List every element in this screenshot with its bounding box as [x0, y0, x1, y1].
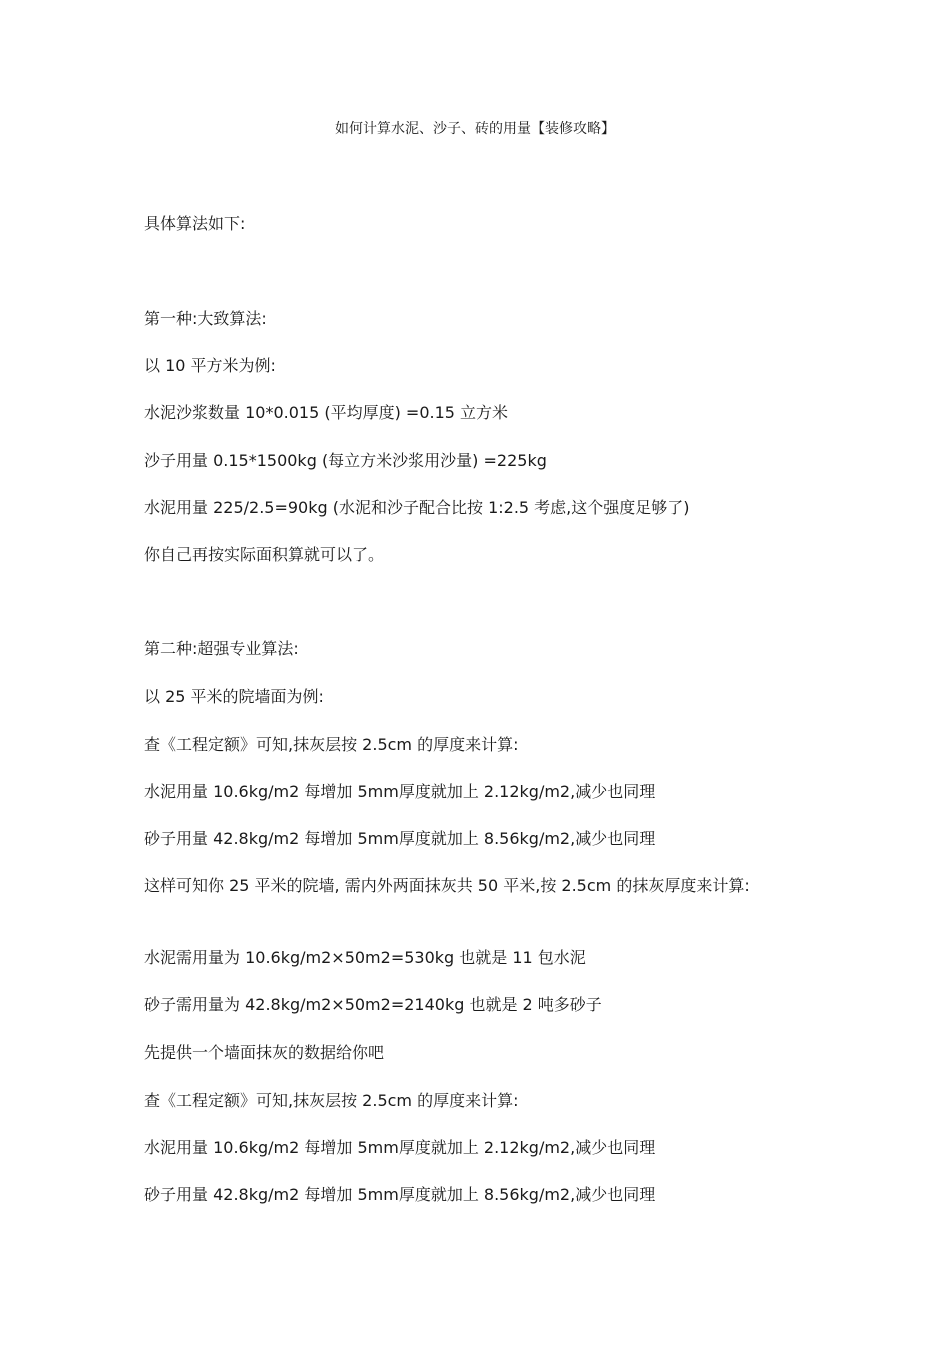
heading-method-two: 第二种:超强专业算法: — [144, 639, 299, 658]
paragraph-mortar-volume: 水泥沙浆数量 10*0.015 (平均厚度) =0.15 立方米 — [144, 403, 509, 422]
paragraph-quota-reference: 查《工程定额》可知,抹灰层按 2.5cm 的厚度来计算: — [144, 735, 519, 754]
paragraph-sand-per-m2: 砂子用量 42.8kg/m2 每增加 5mm厚度就加上 8.56kg/m2,减少也同理 — [144, 829, 656, 848]
paragraph-cement-amount: 水泥用量 225/2.5=90kg (水泥和沙子配合比按 1:2.5 考虑,这个强度足够了) — [144, 498, 690, 517]
paragraph-sand-amount: 沙子用量 0.15*1500kg (每立方米沙浆用沙量) =225kg — [144, 451, 547, 470]
paragraph-cement-per-m2-repeat: 水泥用量 10.6kg/m2 每增加 5mm厚度就加上 2.12kg/m2,减少也同理 — [144, 1138, 656, 1157]
document-title: 如何计算水泥、沙子、砖的用量【装修攻略】 — [335, 121, 615, 137]
paragraph-example-25sqm: 以 25 平米的院墙面为例: — [144, 687, 324, 706]
paragraph-cement-per-m2: 水泥用量 10.6kg/m2 每增加 5mm厚度就加上 2.12kg/m2,减少也同理 — [144, 782, 656, 801]
paragraph-intro: 具体算法如下: — [144, 214, 246, 233]
paragraph-calc-yourself: 你自己再按实际面积算就可以了。 — [144, 545, 385, 564]
heading-method-one: 第一种:大致算法: — [144, 309, 267, 328]
paragraph-plaster-data: 先提供一个墙面抹灰的数据给你吧 — [144, 1043, 385, 1062]
paragraph-sand-per-m2-repeat: 砂子用量 42.8kg/m2 每增加 5mm厚度就加上 8.56kg/m2,减少也同理 — [144, 1185, 656, 1204]
paragraph-quota-reference-repeat: 查《工程定额》可知,抹灰层按 2.5cm 的厚度来计算: — [144, 1091, 519, 1110]
paragraph-cement-total: 水泥需用量为 10.6kg/m2×50m2=530kg 也就是 11 包水泥 — [144, 948, 586, 967]
paragraph-sand-total: 砂子需用量为 42.8kg/m2×50m2=2140kg 也就是 2 吨多砂子 — [144, 995, 602, 1014]
paragraph-example-10sqm: 以 10 平方米为例: — [144, 356, 276, 375]
paragraph-wall-area: 这样可知你 25 平米的院墙, 需内外两面抹灰共 50 平米,按 2.5cm 的抹灰厚度来计算: — [144, 876, 750, 895]
